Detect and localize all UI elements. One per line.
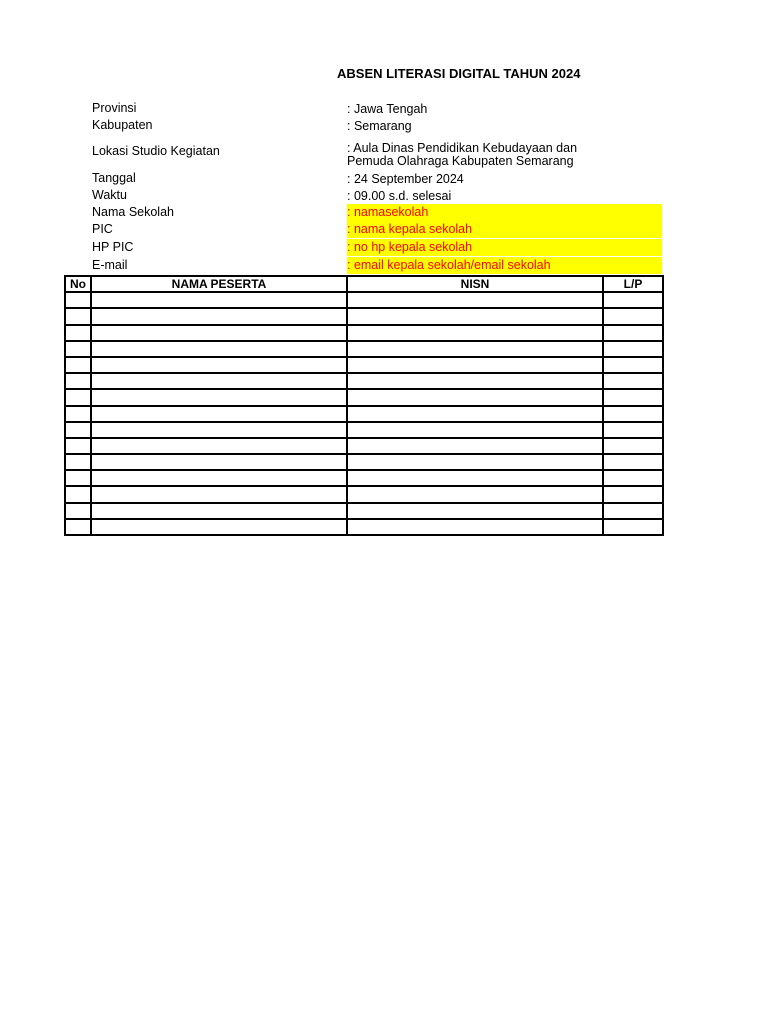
- table-row: [65, 486, 663, 502]
- value-hp-pic: : no hp kepala sekolah: [347, 239, 662, 256]
- label-tanggal: Tanggal: [92, 171, 136, 185]
- cell-no[interactable]: [65, 422, 91, 438]
- value-tanggal: : 24 September 2024: [347, 172, 464, 186]
- label-waktu: Waktu: [92, 188, 127, 202]
- cell-nisn[interactable]: [347, 406, 603, 422]
- cell-lp[interactable]: [603, 292, 663, 308]
- cell-no[interactable]: [65, 389, 91, 405]
- cell-nama-peserta[interactable]: [91, 373, 347, 389]
- document-title: ABSEN LITERASI DIGITAL TAHUN 2024: [337, 66, 581, 81]
- cell-nama-peserta[interactable]: [91, 454, 347, 470]
- table-body: [65, 292, 663, 535]
- cell-lp[interactable]: [603, 454, 663, 470]
- value-pic: : nama kepala sekolah: [347, 221, 662, 238]
- cell-no[interactable]: [65, 308, 91, 324]
- cell-no[interactable]: [65, 373, 91, 389]
- cell-lp[interactable]: [603, 406, 663, 422]
- cell-lp[interactable]: [603, 486, 663, 502]
- cell-nisn[interactable]: [347, 438, 603, 454]
- cell-no[interactable]: [65, 470, 91, 486]
- cell-lp[interactable]: [603, 422, 663, 438]
- table-row: [65, 389, 663, 405]
- cell-nama-peserta[interactable]: [91, 503, 347, 519]
- table-row: [65, 308, 663, 324]
- table-row: [65, 454, 663, 470]
- table-row: [65, 341, 663, 357]
- label-pic: PIC: [92, 222, 113, 236]
- cell-nisn[interactable]: [347, 486, 603, 502]
- cell-nama-peserta[interactable]: [91, 406, 347, 422]
- cell-no[interactable]: [65, 406, 91, 422]
- label-kabupaten: Kabupaten: [92, 118, 153, 132]
- cell-no[interactable]: [65, 438, 91, 454]
- cell-nama-peserta[interactable]: [91, 357, 347, 373]
- table-header-row: [65, 276, 663, 292]
- cell-nama-peserta[interactable]: [91, 519, 347, 535]
- cell-no[interactable]: [65, 454, 91, 470]
- value-waktu: : 09.00 s.d. selesai: [347, 189, 452, 203]
- header-lp: L/P: [603, 276, 663, 292]
- label-email: E-mail: [92, 258, 128, 272]
- cell-lp[interactable]: [603, 470, 663, 486]
- participant-table: [64, 275, 664, 536]
- header-nama-peserta: NAMA PESERTA: [91, 276, 347, 292]
- cell-nama-peserta[interactable]: [91, 470, 347, 486]
- cell-nama-peserta[interactable]: [91, 292, 347, 308]
- cell-lp[interactable]: [603, 325, 663, 341]
- cell-lp[interactable]: [603, 519, 663, 535]
- cell-nisn[interactable]: [347, 292, 603, 308]
- cell-no[interactable]: [65, 503, 91, 519]
- cell-nisn[interactable]: [347, 357, 603, 373]
- cell-no[interactable]: [65, 486, 91, 502]
- cell-nama-peserta[interactable]: [91, 422, 347, 438]
- table-row: [65, 519, 663, 535]
- cell-nisn[interactable]: [347, 373, 603, 389]
- cell-nama-peserta[interactable]: [91, 308, 347, 324]
- table-row: [65, 357, 663, 373]
- cell-no[interactable]: [65, 341, 91, 357]
- cell-lp[interactable]: [603, 308, 663, 324]
- cell-nisn[interactable]: [347, 308, 603, 324]
- cell-nama-peserta[interactable]: [91, 325, 347, 341]
- label-hp-pic: HP PIC: [92, 240, 134, 254]
- cell-lp[interactable]: [603, 389, 663, 405]
- cell-no[interactable]: [65, 325, 91, 341]
- cell-no[interactable]: [65, 519, 91, 535]
- cell-nisn[interactable]: [347, 519, 603, 535]
- value-kabupaten: : Semarang: [347, 119, 412, 133]
- cell-lp[interactable]: [603, 373, 663, 389]
- cell-nama-peserta[interactable]: [91, 389, 347, 405]
- cell-nisn[interactable]: [347, 325, 603, 341]
- label-nama-sekolah: Nama Sekolah: [92, 205, 174, 219]
- cell-lp[interactable]: [603, 438, 663, 454]
- label-provinsi: Provinsi: [92, 101, 137, 115]
- cell-lp[interactable]: [603, 341, 663, 357]
- value-lokasi-line2: Pemuda Olahraga Kabupaten Semarang: [347, 154, 574, 168]
- value-lokasi-line1: : Aula Dinas Pendidikan Kebudayaan dan: [347, 141, 578, 155]
- table-row: [65, 503, 663, 519]
- cell-nama-peserta[interactable]: [91, 486, 347, 502]
- header-no: No: [65, 276, 91, 292]
- cell-nisn[interactable]: [347, 341, 603, 357]
- cell-nisn[interactable]: [347, 389, 603, 405]
- cell-no[interactable]: [65, 357, 91, 373]
- table-row: [65, 470, 663, 486]
- header-nisn: NISN: [347, 276, 603, 292]
- cell-nisn[interactable]: [347, 470, 603, 486]
- cell-nama-peserta[interactable]: [91, 438, 347, 454]
- value-email: : email kepala sekolah/email sekolah: [347, 257, 662, 274]
- cell-lp[interactable]: [603, 503, 663, 519]
- table-row: [65, 406, 663, 422]
- value-provinsi: : Jawa Tengah: [347, 102, 428, 116]
- table-row: [65, 438, 663, 454]
- table-row: [65, 373, 663, 389]
- cell-nisn[interactable]: [347, 422, 603, 438]
- cell-lp[interactable]: [603, 357, 663, 373]
- table-row: [65, 422, 663, 438]
- table-row: [65, 292, 663, 308]
- cell-nama-peserta[interactable]: [91, 341, 347, 357]
- table-row: [65, 325, 663, 341]
- label-lokasi: Lokasi Studio Kegiatan: [92, 144, 220, 158]
- cell-no[interactable]: [65, 292, 91, 308]
- cell-nisn[interactable]: [347, 454, 603, 470]
- cell-nisn[interactable]: [347, 503, 603, 519]
- value-nama-sekolah: : namasekolah: [347, 204, 662, 221]
